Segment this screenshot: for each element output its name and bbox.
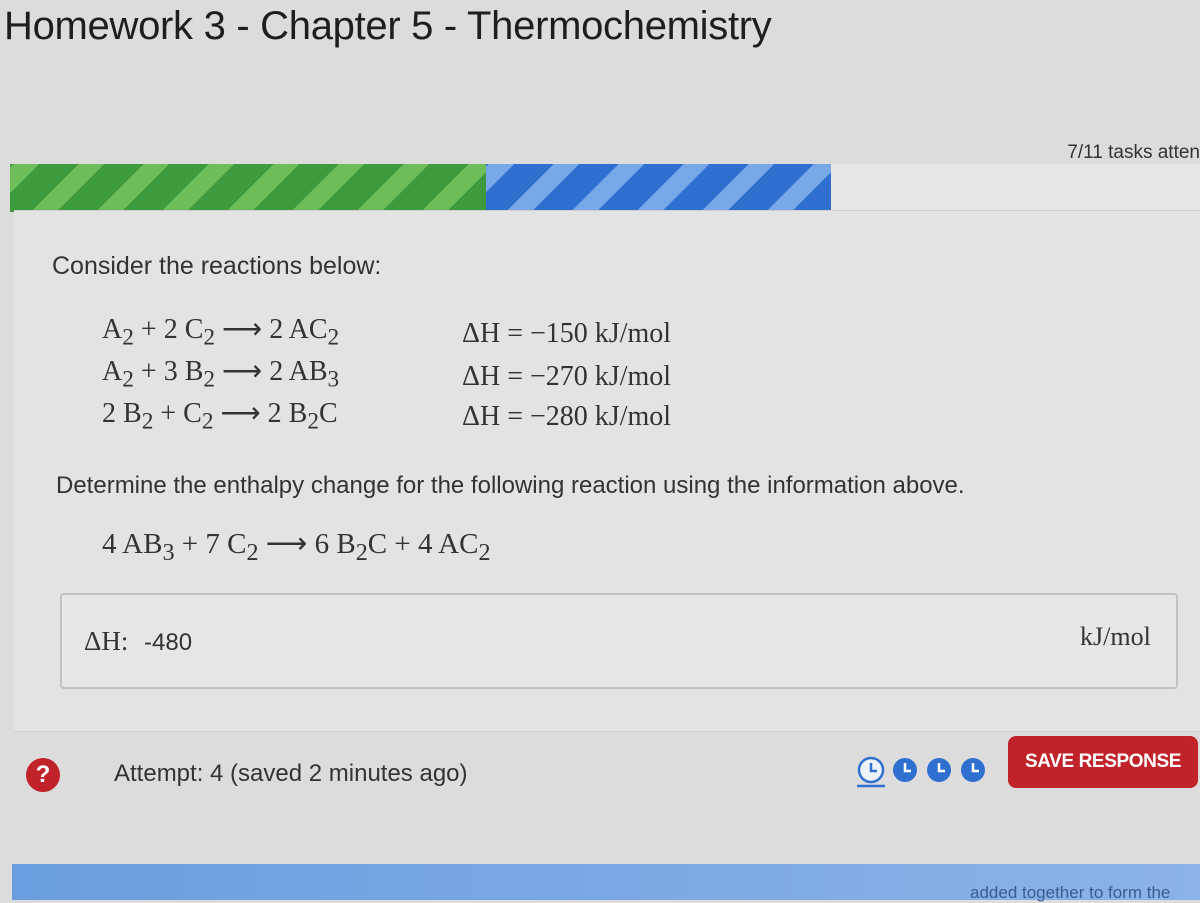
answer-value[interactable]: -480: [144, 629, 193, 656]
progress-completed: [10, 164, 486, 212]
page-title: Homework 3 - Chapter 5 - Thermochemistry: [4, 4, 772, 48]
question-intro: Consider the reactions below:: [52, 252, 382, 280]
progress-current: [486, 164, 831, 212]
next-panel-text: added together to form the: [970, 883, 1171, 902]
attempt-icon-2: [893, 758, 917, 782]
question-prompt: Determine the enthalpy change for the following reaction using the information above.: [56, 472, 965, 499]
attempt-icon-3: [927, 758, 951, 782]
progress-bar: [10, 164, 1200, 212]
reaction-3-enthalpy: ΔH = −280 kJ/mol: [462, 401, 672, 432]
reaction-1: $A_2 + 2$ $C_2$ ⟶ 2 $AC_2$: [102, 314, 340, 351]
reaction-2: $A_2 + 3$ $B_2$ ⟶ 2 $AB_3$: [102, 356, 340, 393]
answer-unit: kJ/mol: [1080, 622, 1151, 651]
attempt-status: Attempt: 4 (saved 2 minutes ago): [114, 760, 468, 787]
reaction-1-enthalpy: ΔH = −150 kJ/mol: [462, 318, 672, 349]
reaction-2-enthalpy: ΔH = −270 kJ/mol: [462, 361, 672, 392]
answer-input[interactable]: [60, 593, 1178, 689]
target-reaction: 4 $AB_3 + 7$ $C_2$ ⟶ 6 $B_2C + 4$ $AC_2$: [102, 528, 491, 566]
help-icon[interactable]: ?: [26, 758, 60, 792]
attempt-icon-4: [961, 758, 985, 782]
reaction-3: 2 $B_2 + C_2$ ⟶ 2 $B_2C$: [102, 398, 338, 435]
answer-label: ΔH:: [84, 626, 129, 656]
attempt-history-icons[interactable]: [855, 754, 991, 788]
tasks-status: 7/11 tasks atten: [1067, 142, 1200, 163]
save-response-button[interactable]: SAVE RESPONSE: [1008, 736, 1198, 788]
attempt-icon-1: [857, 758, 885, 786]
